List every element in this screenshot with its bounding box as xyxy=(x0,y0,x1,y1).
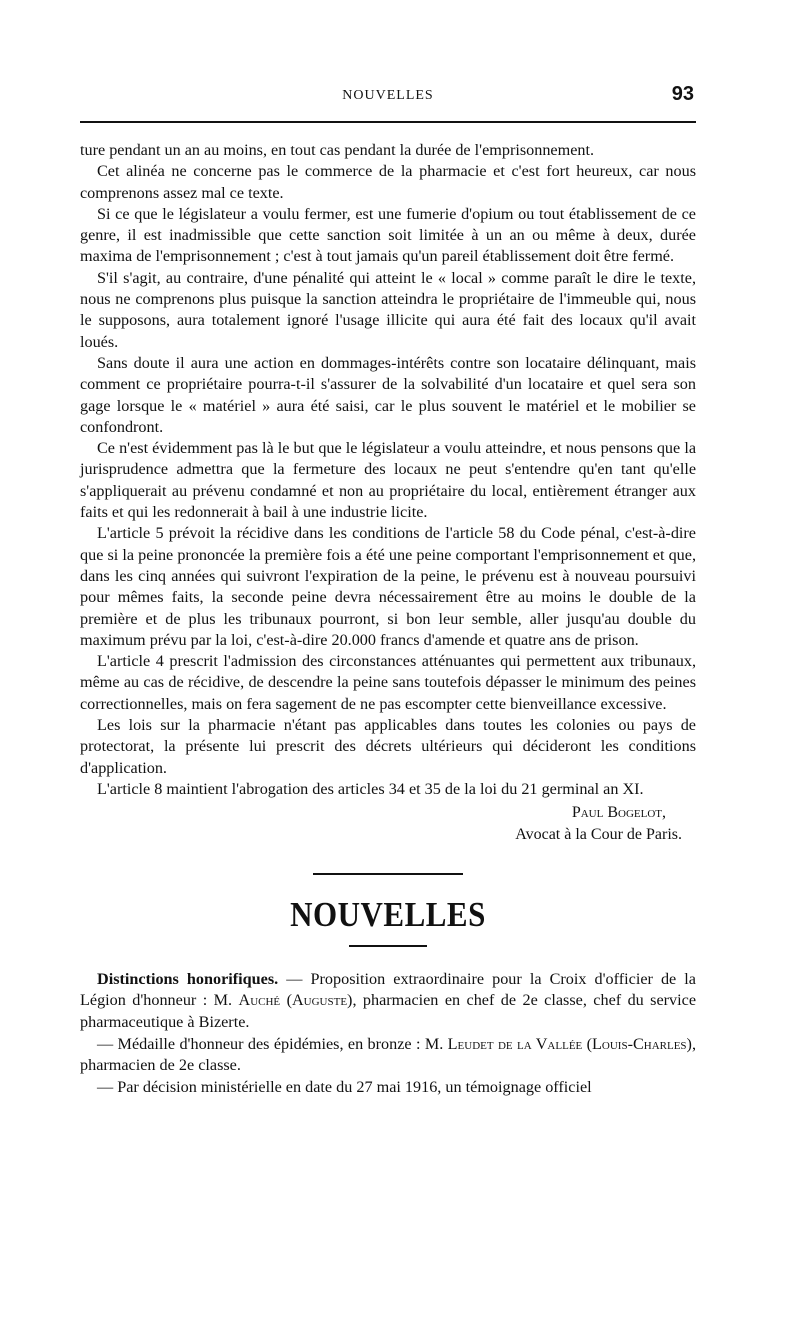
news-item-text: — Médaille d'honneur des épidémies, en bronze : M. xyxy=(97,1034,448,1053)
news-item: — Par décision ministérielle en date du 27 mai 1916, un témoignage officiel xyxy=(97,1077,592,1096)
article-paragraph: Sans doute il aura une action en dommages-intérêts contre son locataire délinquant, mais comment ce propriétaire pourra-t-il s'assurer de la solvabilité d'un locataire et quel sera son gage lorsque le « matériel » aura été saisi, car le plus souvent le matériel et le mobilier se confondront. xyxy=(80,353,696,436)
header-rule xyxy=(80,121,696,123)
news-item-heading: Distinctions honorifiques. xyxy=(97,969,279,988)
article-paragraph: Si ce que le législateur a voulu fermer, est une fumerie d'opium ou tout établissement de ce genre, il est inadmissible que cette sanction soit limitée à un an ou même à deux, durée maxima de l'emprisonnement ; c'est à tout jamais qu'un pareil établissement doit être fermé. xyxy=(80,204,696,266)
section-title-underline xyxy=(349,945,427,947)
news-body xyxy=(80,969,696,1099)
article-paragraph: Les lois sur la pharmacie n'étant pas applicables dans toutes les colonies ou pays de protectorat, la présente lui prescrit des décrets ultérieurs qui décideront les conditions d'application. xyxy=(80,716,696,777)
article-body xyxy=(80,140,696,800)
article-paragraph: ture pendant un an au moins, en tout cas pendant la durée de l'emprisonnement. xyxy=(80,141,595,159)
signature-title: Avocat à la Cour de Paris. xyxy=(515,825,682,843)
news-item-text: , pharmacien en chef de 2e classe, chef du service pharmaceutique à Bizerte. xyxy=(80,991,697,1031)
news-item-text: — Proposition extraordinaire pour la Croix d'officier de la Légion d'honneur : M. xyxy=(80,969,696,1010)
article-paragraph: L'article 5 prévoit la récidive dans les conditions de l'article 58 du Code pénal, c'est-à-dire que si la peine prononcée la première fois a été une peine comportant l'emprisonnement et que, dans les cinq années qui suivront l'expiration de la peine, le prévenu est à nouveau poursuivi pour mêmes faits, la seconde peine devra nécessairement être au moins le double de la première et de plus les tribunaux pourront, si bon leur semble, aller jusqu'au double du maximum prévu par la loi, c'est-à-dire 20.000 francs d'amende et quatre ans de prison. xyxy=(80,524,696,649)
news-item-text: , pharmacien de 2e classe. xyxy=(80,1034,696,1075)
person-name: Leudet de la Vallée (Louis-Charles) xyxy=(447,1034,692,1053)
article-paragraph: L'article 4 prescrit l'admission des circonstances atténuantes qui permettent aux tribunaux, même au cas de récidive, de descendre la peine sans toutefois dépasser le minimum des peines correctionnelles, mais on fera sagement de ne pas escompter cette bienveillance excessive. xyxy=(80,652,696,713)
person-name: Auché (Auguste) xyxy=(238,991,353,1010)
news-item xyxy=(80,969,696,1034)
article-paragraph: L'article 8 maintient l'abrogation des articles 34 et 35 de la loi du 21 germinal an XI. xyxy=(97,779,644,798)
document-page xyxy=(80,78,696,1098)
article-paragraph: S'il s'agit, au contraire, d'une pénalité qui atteint le « local » comme paraît le dire le texte, nous ne comprenons plus puisque la sanction atteindra le propriétaire de l'immeuble qui, nous le supposons, aura totalement ignoré l'usage illicite qui aura été fait des locaux qu'il avait loués. xyxy=(80,268,696,351)
article-paragraph: Ce n'est évidemment pas là le but que le législateur a voulu atteindre, et nous pensons que la jurisprudence admettra que la fermeture des locaux ne peut s'entendre qu'en tant qu'elle s'appliquerait au prévenu condamné et non au propriétaire du local, entièrement étranger aux faits et qui les redonnerait à bail à une industrie licite. xyxy=(80,439,696,522)
news-item xyxy=(80,1034,696,1077)
page-header xyxy=(80,78,696,108)
signature-name: Paul Bogelot, xyxy=(571,804,666,822)
section-divider xyxy=(313,873,463,875)
page-number: 93 xyxy=(671,83,694,105)
article-paragraph: Cet alinéa ne concerne pas le commerce de la pharmacie et c'est fort heureux, car nous comprenons assez mal ce texte. xyxy=(80,162,696,202)
signature-block xyxy=(80,802,696,845)
section-title: NOUVELLES xyxy=(290,894,486,934)
running-title: NOUVELLES xyxy=(342,88,434,103)
